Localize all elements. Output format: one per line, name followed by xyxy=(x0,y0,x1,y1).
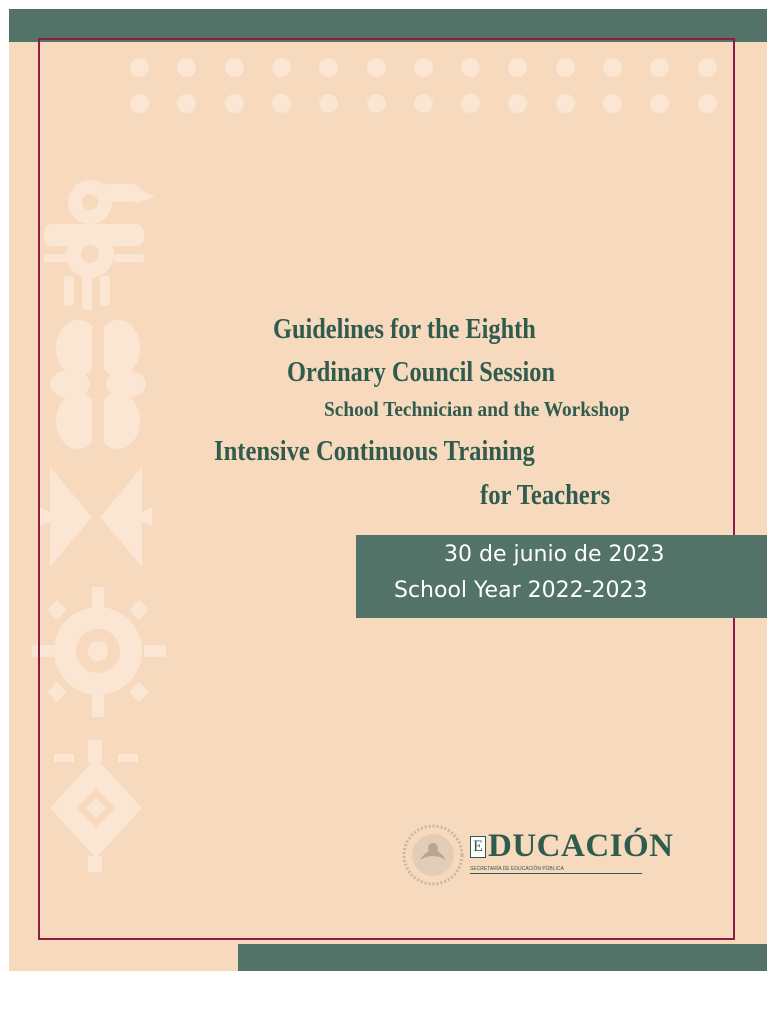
title-line-1: Guidelines for the Eighth xyxy=(273,314,536,345)
logo-subtitle: SECRETARÍA DE EDUCACIÓN PÚBLICA xyxy=(470,866,564,872)
title-line-2: Ordinary Council Session xyxy=(287,357,556,388)
school-year: School Year 2022-2023 xyxy=(394,578,648,603)
logo-underline xyxy=(470,873,642,874)
title-line-3: School Technician and the Workshop xyxy=(324,397,630,421)
cover-date: 30 de junio de 2023 xyxy=(444,542,665,567)
sep-logo xyxy=(402,822,702,892)
bottom-band xyxy=(238,944,767,971)
title-line-5: for Teachers xyxy=(480,480,611,511)
logo-word: DUCACIÓN xyxy=(488,828,674,864)
logo-initial: E xyxy=(470,836,486,858)
title-line-4: Intensive Continuous Training xyxy=(214,436,535,467)
national-seal-icon xyxy=(402,824,464,886)
date-box xyxy=(356,535,767,618)
